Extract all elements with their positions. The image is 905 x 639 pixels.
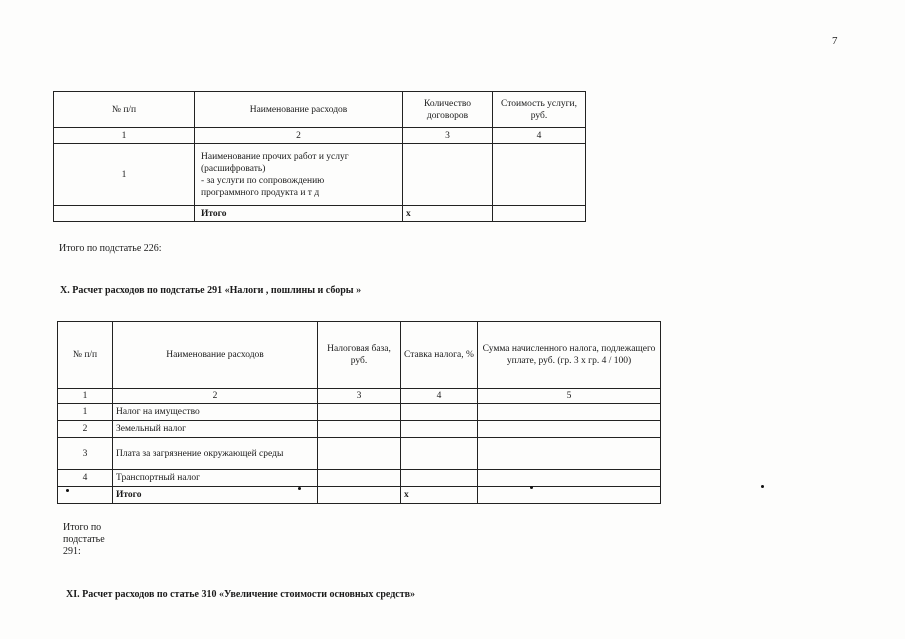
scan-speck <box>530 486 533 489</box>
col-number: 2 <box>195 128 403 144</box>
header-tax-base: Налоговая база, руб. <box>318 322 401 389</box>
row-tax-rate <box>401 404 478 421</box>
table-row <box>58 404 661 421</box>
row-name: Налог на имущество <box>113 404 318 421</box>
header-name: Наименование расходов <box>195 92 403 128</box>
col-number: 3 <box>403 128 493 144</box>
row-name-line: - за услуги по сопровождению <box>201 175 325 186</box>
row-tax-amount <box>478 404 661 421</box>
row-contracts-count <box>403 144 493 206</box>
col-number: 3 <box>318 389 401 404</box>
scan-speck <box>298 487 301 490</box>
col-number: 1 <box>54 128 195 144</box>
subtotal-291-line: подстатье <box>63 534 105 545</box>
total-empty <box>54 206 195 222</box>
subtotal-226: Итого по подстатье 226: <box>59 243 162 254</box>
total-label: Итого <box>195 206 403 222</box>
row-tax-rate <box>401 421 478 438</box>
subtotal-291-line: 291: <box>63 546 81 557</box>
row-num: 2 <box>58 421 113 438</box>
col-number: 4 <box>493 128 586 144</box>
page-number: 7 <box>832 35 838 47</box>
row-tax-amount <box>478 470 661 487</box>
subtotal-291 <box>63 522 105 558</box>
header-num: № п/п <box>58 322 113 389</box>
table-row <box>58 470 661 487</box>
table-row <box>58 438 661 470</box>
total-row <box>54 206 586 222</box>
section-x-title: X. Расчет расходов по подстатье 291 «Налоги , пошлины и сборы » <box>60 285 362 296</box>
row-name-line: (расшифровать) <box>201 163 266 174</box>
row-name: Плата за загрязнение окружающей среды <box>113 438 318 470</box>
col-number: 5 <box>478 389 661 404</box>
row-num: 3 <box>58 438 113 470</box>
header-tax-amount: Сумма начисленного налога, подлежащего уплате, руб. (гр. 3 х гр. 4 / 100) <box>478 322 661 389</box>
col-number: 1 <box>58 389 113 404</box>
total-label: Итого <box>113 487 318 504</box>
row-num: 1 <box>54 144 195 206</box>
row-tax-base <box>318 470 401 487</box>
row-num: 1 <box>58 404 113 421</box>
row-name-line: программного продукта и т д <box>201 187 320 198</box>
col-number: 4 <box>401 389 478 404</box>
row-tax-rate <box>401 438 478 470</box>
row-tax-base <box>318 404 401 421</box>
header-name: Наименование расходов <box>113 322 318 389</box>
header-num: № п/п <box>54 92 195 128</box>
row-service-cost <box>493 144 586 206</box>
table-row <box>54 144 586 206</box>
total-mark: x <box>401 487 478 504</box>
total-mark: x <box>403 206 493 222</box>
services-table <box>53 91 586 222</box>
section-xi-title: XI. Расчет расходов по статье 310 «Увеличение стоимости основных средств» <box>66 589 416 600</box>
row-tax-amount <box>478 438 661 470</box>
taxes-table <box>57 321 661 504</box>
header-tax-rate: Ставка налога, % <box>401 322 478 389</box>
scan-speck <box>761 485 764 488</box>
subtotal-291-line: Итого по <box>63 522 102 533</box>
total-empty <box>478 487 661 504</box>
row-name: Транспортный налог <box>113 470 318 487</box>
row-tax-base <box>318 421 401 438</box>
total-row <box>58 487 661 504</box>
table-row <box>58 421 661 438</box>
col-number: 2 <box>113 389 318 404</box>
row-tax-rate <box>401 470 478 487</box>
row-name: Земельный налог <box>113 421 318 438</box>
scan-speck <box>66 489 69 492</box>
header-contracts-count: Количество договоров <box>403 92 493 128</box>
row-tax-amount <box>478 421 661 438</box>
row-tax-base <box>318 438 401 470</box>
header-service-cost: Стоимость услуги, руб. <box>493 92 586 128</box>
total-empty <box>318 487 401 504</box>
row-name <box>195 144 403 206</box>
row-name-line: Наименование прочих работ и услуг <box>201 151 349 162</box>
total-empty <box>493 206 586 222</box>
row-num: 4 <box>58 470 113 487</box>
